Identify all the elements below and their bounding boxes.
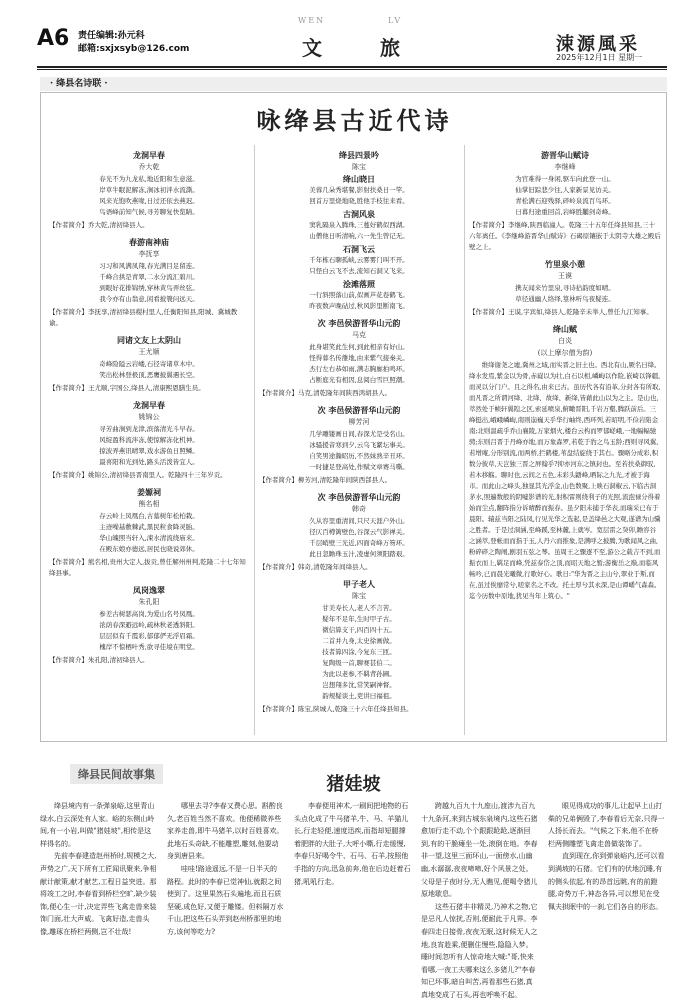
poem-title: 游晋华山赋诗 (541, 150, 589, 160)
poem-line: 岂想翔多沈,常笑嗣神督。 (322, 681, 396, 689)
poem-line: 风来光饱吹燕喙,日过还依去燕迟。 (99, 197, 199, 205)
poem-line: 窦乳隔泉入腾珠,三蔓好鹤似西湖。 (309, 221, 409, 229)
author-note: 【作者简介】王谟,字宾如,绛县人,乾隆辛未举人,曾任九江知事。 (469, 308, 653, 316)
poem-line: 层层似有千霞彩,郁郁俨无浮眉霜。 (99, 632, 199, 640)
poem-line: 岸草牛眠泥解冻,涧冰初泮水流澌。 (99, 186, 199, 194)
poem-title: 绛县四景吟 (339, 150, 379, 160)
poem-line: 二首并九身,太史徐画做。 (322, 637, 396, 645)
poem-line: 一行斜照落山前,似画芦花卷鹤飞。 (309, 291, 409, 299)
story-column (294, 800, 411, 888)
poem-subtitle: 浍滩落照 (343, 279, 375, 289)
poem-line: 参差古树瑟高岗,为爱山名号凤凰。 (99, 610, 199, 618)
poem-line: 寻芳曲涧到龙津,滨落清光斗早春。 (99, 425, 199, 433)
poem (49, 487, 249, 579)
poem-line: 技者算四涂,今复东三匝。 (322, 648, 396, 656)
poem-title: 凤岗逸翠 (133, 585, 165, 595)
story-paragraph: 跨越九百九十九座山,渡涉九百九十九条河,来到古城东泉境内,这些石猪愈加行走不动,个个跟跟跄跄,逐渐回到,有的干脆瘫坐一处,滚倒在地。李春非一望,这里三面环山,一面傍水,山幽幽,水潺潺,夜夜啼啼,好个风景之处。父母是子夜时分,无人瞧见,便喝令猪儿原地歇息。 (421, 802, 538, 899)
poem (49, 150, 249, 231)
poem-title: 姜嫄祠 (137, 487, 161, 497)
author-note: 【作者简介】韩奇,清乾隆年间绛县人。 (259, 563, 372, 571)
poem-line: 日暮归途重回首,岩峰胜黼剑奇峰。 (515, 208, 615, 216)
poem-line: 最喜阳和光到处,路头活泼皆宜人。 (99, 458, 199, 466)
poem-author: 姚锦公 (138, 413, 160, 421)
prose-paragraph: 维绛谢尧之墟,冀州之域,而实晋之旧土也。西北有山,厥名曰绛。绛水发焉,紫金以为骨,赤嶷以为壮,白石以相,嶙峋以作险,嵌崎以锋疆,而灵以分门户。且之得名,由来已古。虽历代各有沿革,分封各有所取,而凡晋之所谓河绛、北绛、故绛、新绛,皆藉此山以为之主。是山也,萃然处于帧轩翼隍之区,索延喷泉,俯瞰晋阳,千岩万壑,腾跃前后。三峰挺出,峨峨嶙峋,南则崩巍天乎华行岫终,西环列,若昭明,不俭岩陷金南;北则温疏乎乔山襄陵,万家烟火,楼台云构而罗郁嵯峨,一地幅幅驰骋;东则吕晋于丹峰亦地,而万象森罗,若乾于豹之鸟玉龄;西则寻风翼,若增庵,分形别流,而两桥,拦鹤楼,苇盘结旋绕于其右。骤略分成彩,积数分彼草,天岂独三晋之屏翰乎?抑亦河东之镇封也。至若扶桑御驭,若木移觞。聊时也,云间之五色,未彩头鼯峰,晒际之九光,才被于海市。而此山之峰头,独显其光浮金,山色数聚,上映石洞椒云,下临古洞茅水,照遍数般的阴嘘影谱的光,射积雷则绕利子的光照,流泡禄分得着始而尘点,翻阵指分诉晴醉而振春。虽夕阳未捕于华表,而瑞采已布于晨阳。辕兹当阳之陆凤,行见光华之选起,是盖绛邑之大观,遂谱为山骥之胜者。于是过洞涵,至峰蹊,至林麓,上就岑。宽层雷之癸卯,瞻容谷之涵萃,登帐而而指于玉,人丹六而推象,是满呼之披腾,为歌闻风之曲,粉碎碎之陶阐,剧羽五弦之琴。虽周王之骤逐不至,游公之载吉不到,而振衣而上,羁足而峰,凭兹泰岱之顶,而昭天地之暂;游衡岳之巅,而临风畅吟,已而晨光曦微,行歌好心。歌日:"华为晋之主山兮,翠业于斯,而在,虽过俟靡常兮,嗟家名之不改。托土厚兮其永深,是山谭嶓气森森。迄今历数中原地,犹见当年上筑心。" (469, 361, 661, 600)
poem-line: 千年栋石聊孤峡,云雾雾门叫不开。 (309, 256, 409, 264)
folk-story-header (40, 760, 667, 795)
story-paragraph: 先前李春建造赵州桥时,规模之大,声势之广,天下所有工匠闻讯聚来,争相献计献策,献才献艺,工程日益突进。那将竣工之时,李春看到桥栏空旷,缺少装饰,便心生一计,决定弄些飞禽走兽来装饰门面,壮大声威。飞禽好造,走兽头像,雕琢在桥栏两侧,岂不壮哉! (40, 852, 157, 936)
poem-line: 到眼好花排锦绣,穿林黄鸟弄丝弦。 (99, 284, 199, 292)
column-divider (254, 145, 255, 735)
story-column (421, 800, 538, 1002)
poem-line: 杰行左右恭如雨,满志胸廊拍鸣环。 (309, 365, 409, 373)
poem-line: 只怪白云飞不去,流知石洞又飞来。 (309, 267, 409, 275)
poem-line: 自笑男途瀚昭历,不然妹熟辛丑环。 (309, 452, 409, 460)
poem (259, 150, 459, 312)
email: 邮箱:sxjxsyb@126.com (78, 44, 190, 54)
poem-subtitle: 绛山晓日 (343, 174, 375, 184)
folk-story-title: 猪娃坡 (326, 774, 381, 795)
poem (469, 259, 661, 318)
story-paragraph: 哪里去寻?李春又费心思。斟酌良久,老百姓当然不喜欢。他便稀微养些家养走兽,即牛马猪羊,以时百姓喜欢。此地石头奇缺,不能雕塑,雕刻,他要动身到唐县来。 (167, 802, 284, 861)
masthead (0, 0, 700, 66)
poem-subtitle: 石洞飞云 (343, 244, 375, 254)
poem-title: 绛山赋 (553, 324, 577, 334)
editor-info (78, 30, 189, 56)
poem-title: 次 李邑侯游晋华山元韵 (317, 405, 401, 415)
story-paragraph: 直到现在,你到弹泉峪内,还可以看到满坡的石猪。它们有的伏地沉睡,有的侧头依起,有的昂首远眺,有的前蹬腿,奇势万千,神态各异,可以想见在受佩夫拱眠中的一刹,它们各自的形态。 (548, 852, 665, 911)
poem (49, 237, 249, 329)
poem-line: 存云岭上凤凰台,古墓树年松柏栽。 (99, 512, 199, 520)
poem-line: 槐岸不惊栖叶秀,欲寻佳境在明堂。 (99, 643, 199, 651)
poetry-feature (40, 92, 667, 742)
poem-line: 仙掌旧踪悲少往,人家新景见访关。 (515, 186, 615, 194)
poem-author: 韩奇 (352, 505, 366, 513)
poem-line: 草径通幽人络绎,篁林听鸟夜疑连。 (515, 295, 615, 303)
poem-line: 华山魄照当轩入,涑水清流绕庙来。 (99, 534, 199, 542)
poem-line: 占断庭光有相因,息阅白雪巨照潮。 (309, 376, 409, 384)
author-note: 【作者简介】马克,清乾隆年间陕西鸿胡县人。 (259, 389, 392, 397)
poem-author: 李抚享 (138, 250, 160, 258)
poem-line: 美蓉几朵秀堪餐,影射扶桑日一竿。 (309, 186, 409, 194)
editor: 责任编辑:孙元科 (78, 31, 145, 41)
poem-line: 复陶级一首,聊赛甚伯二。 (322, 659, 396, 667)
poem-line: 携友闻来竹里泉,寻诗拈韵度如晴。 (515, 284, 615, 292)
poem-author: 熊名相 (138, 500, 160, 508)
poem-author: 陈宝 (352, 592, 366, 600)
poem-title: 次 李邑侯游晋华山元韵 (317, 318, 401, 328)
poem-line: 韵规疑谈土,吏讲曰福祖。 (322, 692, 396, 700)
poem-subtitle: (以上摩尔僧为韵) (537, 349, 593, 357)
poem-line: 久从容里重清间,只尺天涯户外山。 (309, 517, 409, 525)
folk-story-body (40, 800, 667, 999)
story-paragraph: 这些石猪丰非精灵,乃神术之物,它是忌凡人惊扰,否则,便耐此于凡界。李春四走日接骨,夜夜无眠,这时候无人之地,良宵趁乘,便删住慢些,隐隐入梦。睡时间忽听有人惊奇地大喊:"哥,快来看哪,一夜工夫哪来这么多猪儿?"李春知已坏事,暗自叫苦,再看那些石猪,真真地变成了石头,再也呼唤不起。 (421, 902, 538, 999)
folk-series-label: 绛县民间故事集 (70, 764, 163, 784)
author-note: 【作者简介】姚锦公,清初绛县晋南里人。乾隆四十三年岁贡。 (49, 471, 227, 479)
author-note: 【作者简介】陈宝,陕城人,乾隆三十六年任绛县知县。 (259, 705, 413, 713)
poem-author: 李继峰 (554, 163, 576, 171)
poem-line: 笑出松林登极顶,恶鹰披翼遇长空。 (99, 371, 199, 379)
story-column (167, 800, 284, 939)
poem-line: 鸟语峰前知气候,寻芳聊复快览睛。 (99, 208, 199, 216)
poem-line: 习习和风满凤翔,春光满目足留连。 (99, 262, 199, 270)
poem-author: 朱孔阳 (138, 598, 160, 606)
poem-column-1 (49, 148, 249, 672)
poem-author: 乔大乾 (138, 163, 160, 171)
poem-title: 龙洞早春 (133, 150, 165, 160)
poem-column-2 (259, 148, 459, 721)
paper-name: 涑源風采 (556, 34, 640, 55)
section-pinyin-2: LV (388, 16, 403, 25)
section-title-2: 旅 (380, 36, 400, 60)
poem-line: 山僧他日听清响,六一先生曾记无。 (309, 232, 409, 240)
column-divider (464, 145, 465, 735)
poem-line: 春光不为九龙私,地近阳和生意滋。 (99, 175, 199, 183)
column-name: · 绛县名诗联 · (40, 77, 667, 91)
poem-line: 甘美寿长人,老人不言苦。 (322, 604, 396, 612)
story-column (40, 800, 157, 939)
poem-line: 千峰合拱是青翠,二水分流汇碧川。 (99, 273, 199, 281)
poem-column-3 (469, 148, 661, 608)
issue-date: 2025年12月1日 星期一 (556, 53, 643, 62)
poem-subtitle: 古洞风泉 (343, 209, 375, 219)
poem-title: 次 李邑侯游晋华山元韵 (317, 492, 401, 502)
poem-line: 在殿东娘亦德远,居民也晓说郊休。 (99, 545, 199, 553)
page-number: A6 (37, 26, 70, 51)
poem-line: 冰骚援音寒到夕,云乌飞絮坛事关。 (309, 441, 409, 449)
poem-title: 春游南神庙 (129, 237, 169, 247)
feature-title: 咏绛县古近代诗 (256, 106, 453, 135)
poem (259, 492, 459, 573)
poem-line: 一时捷足登高处,作赋文章赛马嘶。 (309, 463, 409, 471)
poem-title: 甲子老人 (343, 579, 375, 589)
poem-line: 回首万里烧地晓,胜他手枝往来看。 (309, 197, 409, 205)
poem-author: 王尤顺 (138, 348, 160, 356)
author-note: 【作者简介】柳芳河,清乾隆年间陕西郃县人。 (259, 476, 392, 484)
poem-line: 奇峰险隘云岩嵝,石径寄诸草木中。 (99, 360, 199, 368)
divider (37, 69, 667, 70)
divider (37, 66, 667, 68)
poem-title: 竹里泉小憩 (545, 259, 585, 269)
poem-line: 主迹噪基敷棘武,黑民粒食降灵胎。 (99, 523, 199, 531)
poem-line: 浓荫春深避远岭,疏林秋老透斜阳。 (99, 621, 199, 629)
poem-author: 陈宝 (352, 163, 366, 171)
poem-line: 径仄百樽篱壁色,谷深云气影禅关。 (309, 528, 409, 536)
author-note: 【作者简介】朱孔阳,清初绛县人。 (49, 656, 149, 664)
author-note: 【作者简介】王尤顺,字国公,绛县人,清康熙恩膳生员。 (49, 384, 205, 392)
poem (49, 335, 249, 394)
poem-line: 为此以老参,不羁背孙圃。 (322, 670, 396, 678)
author-note: 【作者简介】李抚享,清初绛县稷村里人,任衡阳知县,阳城、冀城教谕。 (49, 308, 238, 327)
poem-author: 王谟 (558, 272, 572, 280)
story-paragraph: 绛县境内有一条弹泉峪,这里青山绿水,白云深处有人家。峪的东侧山岭间,有一小岩,叫做"猪娃坡",相传是这样得名的。 (40, 802, 155, 848)
poem (49, 585, 249, 666)
poem-title: 同诸文友上太阴山 (117, 335, 181, 345)
poem (259, 318, 459, 399)
author-note: 【作者简介】熊名相,贵州大定人,拔贡,曾任解州州判,乾隆二十七年知绛县事。 (49, 558, 246, 577)
poem-line: 青松满石迎残驿,碎岭泉流百鸟环。 (515, 197, 615, 205)
poem-line: 此身堪笑此生何,到此相亲有好山。 (309, 343, 409, 351)
poem-line: 千层峭壁三光近,四面奇峰万笏环。 (309, 539, 409, 547)
poem (259, 405, 459, 486)
poem-line: 掠波弄燕讯晴翠,戏水游鱼日照鳞。 (99, 447, 199, 455)
poem-line: 为官难得一身闲,驱车向此登一山。 (515, 175, 615, 183)
poem-author: 白炎 (558, 337, 572, 345)
author-note: 【作者简介】李继峰,陕西临潼人。乾隆三十五年任绛县知县,三十六年离任。《李继峰游晋华山赋诗》石碣原镶嵌于太阴寺大雄之殿后壁之上。 (469, 221, 661, 251)
poem (259, 579, 459, 715)
story-paragraph: 李春便用神术,一刷间把地物的石头点化成了牛马猪羊,牛、马、羊猫儿长,行走轻便,速度迅疾,而指却短腿撑着肥胖的大肚子,大呼小嘶,行走缓慢,李春只好喝令牛、石马、石羊,按照他手指的方向,迅急前奔,他在后边赶着石猪,吼吼行走。 (294, 802, 411, 886)
poem-line: 此日忽瞻珠玉汁,凌虚何须阳踏艰。 (309, 550, 409, 558)
poem-author: 柳芳河 (348, 418, 370, 426)
poem-author: 马克 (352, 331, 366, 339)
poem (469, 324, 661, 602)
section-pinyin-1: WEN (298, 16, 326, 25)
poem-line: 微信算支干,四百四十五。 (322, 626, 396, 634)
section-title-1: 文 (302, 36, 322, 60)
poem-title: 龙洞早春 (133, 400, 165, 410)
poem-line: 我今亦有山翁意,闲看披簑问远天。 (99, 295, 199, 303)
story-paragraph: 眼见得成功的事儿,让起早上山打柴的兄弟俩毁了,李春看后无奈,只得一人扬长而去。"气候之下来,他不在桥栏两侧雕塑飞禽走兽做装饰了。 (548, 802, 665, 848)
story-column (548, 800, 665, 913)
poem (49, 400, 249, 481)
poem-line: 昨夜数声晚砧过,秋风影里断南飞。 (309, 302, 409, 310)
poem-line: 怪得暮名传雒地,由来紫气接秦关。 (309, 354, 409, 362)
poem-line: 疑年不足年,生时甲子古。 (322, 615, 396, 623)
poem (469, 150, 661, 253)
story-paragraph: 哇哇!路途遥远,不是一日半天的路程。此时的李春已觉神仙,就跟之间使到了。这里果然石头遍地,而且石质坚硬,成色好,又便于雕镂。但料隔万水千山,把这些石头弄到赵州桥那里的地方,该何等吃力? (167, 864, 284, 936)
poem-line: 风绽盈科流泮冻,使惊解冻化机神。 (99, 436, 199, 444)
author-note: 【作者简介】乔大乾,清初绛县人。 (49, 221, 149, 229)
poem-line: 几学雕镂画日间,春深尤是受名山。 (309, 430, 409, 438)
